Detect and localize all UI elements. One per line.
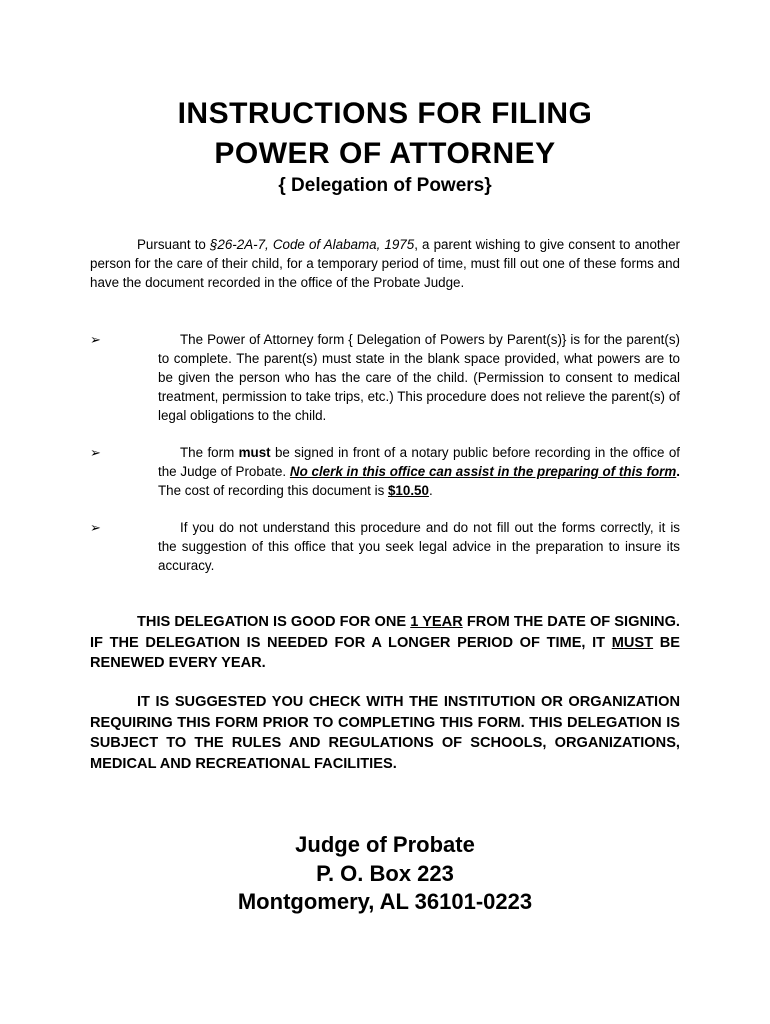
notice-text: BE RENEWED EVERY YEAR. xyxy=(90,634,680,671)
statute-citation: §26-2A-7, Code of Alabama, 1975 xyxy=(209,237,415,252)
notice-text: FROM THE DATE OF SIGNING. IF THE DELEGATION IS NEEDED FOR A LONGER PERIOD OF TIME, IT xyxy=(90,614,680,651)
bullet-text: . xyxy=(428,483,433,498)
bullet-item-form-completion xyxy=(90,330,680,425)
address-city-zip: Montgomery, AL 36101-0223 xyxy=(237,889,533,914)
must-emphasis: must xyxy=(238,445,271,460)
bullet-item-notary xyxy=(90,443,680,500)
bullet-text: If you do not understand this procedure and do not fill out the forms correctly, it is the suggestion of this office that you seek legal advice in the preparation to insure its accuracy. xyxy=(158,520,680,573)
document-title-line-2: POWER OF ATTORNEY xyxy=(214,137,556,170)
document-subtitle: { Delegation of Powers} xyxy=(278,175,492,196)
intro-paragraph xyxy=(90,235,680,292)
address-office: Judge of Probate xyxy=(295,832,475,857)
intro-lead: Pursuant to xyxy=(137,237,210,252)
intro-rest: , a parent wishing to give consent to another person for the care of their child, for a temporary period of time, must fill out one of these forms and have the document recorded in the office of the Probate Judge. xyxy=(90,237,680,290)
no-clerk-warning: No clerk in this office can assist in the preparing of this form xyxy=(289,464,677,479)
warning-period: . xyxy=(676,464,680,479)
address-po-box: P. O. Box 223 xyxy=(316,861,454,886)
bullet-text: The Power of Attorney form { Delegation of Powers by Parent(s)} is for the parent(s) to complete. The parent(s) must state in the blank space provided, what powers are to be given the person who has the care of the child. (Permission to consent to medical treatment, permission to take trips, etc.) This procedure does not relieve the parent(s) of legal obligations to the child. xyxy=(158,332,680,423)
must-emphasis: MUST xyxy=(611,634,654,651)
one-year-term: 1 YEAR xyxy=(410,614,463,630)
bullet-text: be signed in front of a notary public before recording in the office of the Judge of Probate. xyxy=(158,445,680,479)
notice-text: IT IS SUGGESTED YOU CHECK WITH THE INSTITUTION OR ORGANIZATION REQUIRING THIS FORM PRIOR TO COMPLETING THIS FORM. THIS DELEGATION IS SUBJECT TO THE RULES AND REGULATIONS OF SCHOOLS, ORGANIZATIONS, MEDICAL AND RECREATIONAL FACILITIES. xyxy=(90,694,680,772)
document-title-line-1: INSTRUCTIONS FOR FILING xyxy=(177,97,593,130)
arrow-bullet-icon: ➢ xyxy=(90,332,101,347)
bullet-item-legal-advice xyxy=(90,518,680,575)
arrow-bullet-icon: ➢ xyxy=(90,520,101,535)
bullet-text: The form xyxy=(180,445,239,460)
institution-check-notice xyxy=(90,692,680,774)
validity-notice xyxy=(90,612,680,674)
notice-text: THIS DELEGATION IS GOOD FOR ONE xyxy=(137,614,411,630)
arrow-bullet-icon: ➢ xyxy=(90,445,101,460)
bullet-text: The cost of recording this document is xyxy=(158,483,388,498)
recording-cost: $10.50 xyxy=(387,483,429,498)
